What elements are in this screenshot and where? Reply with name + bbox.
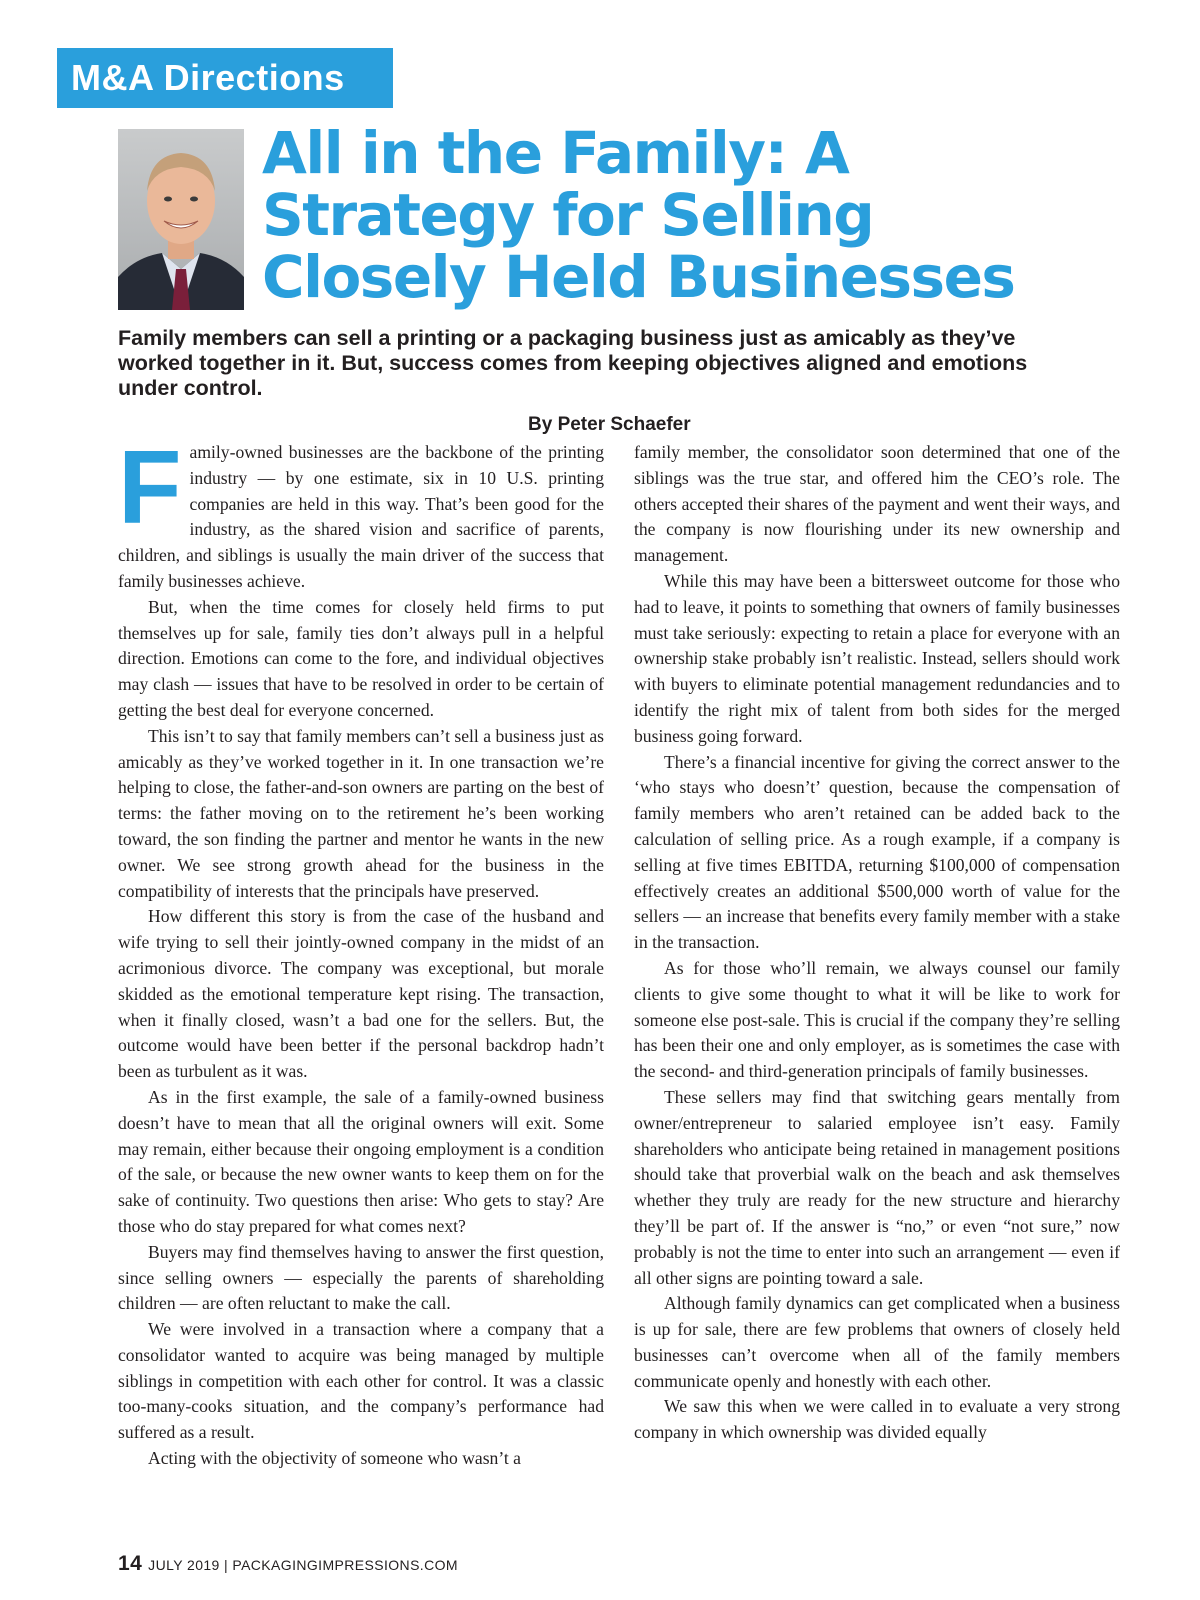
article-paragraph: These sellers may find that switching gears mentally from owner/entrepreneur to salaried employee isn’t easy. Family shareholders who anticipate being retained in management positions should take that proverbial walk on the beach and ask themselves whether they truly are ready for the new structure and hierarchy they’ll be part of. If the answer is “no,” or even “not sure,” now probably is not the time to enter into such an arrangement — even if all other signs are pointing toward a sale. [634, 1086, 1120, 1288]
article-paragraph: Acting with the objectivity of someone who wasn’t a [148, 1448, 521, 1469]
author-photo [118, 129, 244, 310]
article-paragraph: While this may have been a bittersweet outcome for those who had to leave, it points to something that owners of family businesses must take seriously: expecting to retain a place for everyone with an ownership stake probably isn’t realistic. Instead, sellers should work with buyers to eliminate potential management redundancies and to identify the right mix of talent from both sides for the merged business going forward. [634, 570, 1120, 746]
paragraph-text: amily-owned businesses are the backbone of the printing industry — by one estimate, six in 10 U.S. printing companies are held in this way. That’s been good for the industry, as the shared vision and sacrifice of parents, children, and siblings is usually the main driver of the success that family businesses achieve. [118, 442, 604, 591]
article-paragraph: As for those who’ll remain, we always counsel our family clients to give some thought to what it will be like to work for someone else post-sale. This is crucial if the company they’re selling has been their one and only employer, as is sometimes the case with the second- and third-generation principals of family businesses. [634, 957, 1120, 1082]
article-paragraph: We were involved in a transaction where a company that a consolidator wanted to acquire was being managed by multiple siblings in competition with each other for control. It was a classic too-many-cooks situation, and the company’s performance had suffered as a result. [118, 1319, 604, 1443]
article-paragraph: We saw this when we were called in to evaluate a very strong company in which ownership was divided equally [634, 1396, 1120, 1443]
page-number: 14 [118, 1552, 143, 1575]
article-paragraph: How different this story is from the case of the husband and wife trying to sell their jointly-owned company in the midst of an acrimonious divorce. The company was exceptional, but morale skidded as the emotional temperature kept rising. The transaction, when it finally closed, wasn’t a bad one for the sellers. But, the outcome would have been better if the personal backdrop hadn’t been as turbulent as it was. [118, 906, 604, 1082]
headline-line-1: All in the Family: A [262, 119, 849, 187]
deck: Family members can sell a printing or a packaging business just as amicably as they’ve worked together in it. But, success comes from keeping objectives aligned and emotions under control. [118, 326, 1028, 400]
article-paragraph: This isn’t to say that family members can’t sell a business just as amicably as they’ve worked together in it. In one transaction we’re helping to close, the father-and-son owners are parting on the best of terms: the father moving on to the retirement he’s been working toward, the son finding the partner and mentor he wants in the new owner. We see strong growth ahead for the business in the compatibility of interests that the principals have preserved. [118, 725, 604, 901]
headline-line-3: Closely Held Businesses [262, 243, 1015, 311]
article-paragraph: Although family dynamics can get complicated when a business is up for sale, there are few problems that owners of closely held businesses can’t overcome when all of the family members communicate openly and honestly with each other. [634, 1293, 1120, 1391]
article-paragraph [118, 430, 604, 595]
headline [262, 119, 1162, 311]
byline: By Peter Schaefer [528, 414, 691, 435]
article-paragraph: As in the first example, the sale of a family-owned business doesn’t have to mean that all the original owners will exit. Some may remain, either because their ongoing employment is a condition of the sale, or because the new owner wants to keep them on for the sake of continuity. Two questions then arise: Who gets to stay? Are those who do stay prepared for what comes next? [118, 1086, 604, 1236]
headline-line-2: Strategy for Selling [262, 181, 874, 249]
section-tag: M&A Directions [57, 48, 393, 108]
drop-cap: F [118, 430, 182, 546]
page-footer [118, 1552, 458, 1576]
article-paragraph: family member, the consolidator soon determined that one of the siblings was the true star, and offered him the CEO’s role. The others accepted their shares of the payment and went their ways, and the company is now flourishing under its new ownership and management. [634, 442, 1120, 566]
footer-text: JULY 2019 | PACKAGINGIMPRESSIONS.COM [148, 1557, 458, 1573]
article-paragraph: There’s a financial incentive for giving the correct answer to the ‘who stays who doesn’t’ question, because the compensation of family members who aren’t retained can be added back to the calculation of selling price. As a rough example, if a company is selling at five times EBITDA, returning $100,000 of compensation effectively creates an additional $500,000 worth of value for the sellers — an increase that benefits every family member with a stake in the transaction. [634, 751, 1120, 953]
article-column-right [634, 440, 1120, 1446]
article-paragraph: But, when the time comes for closely held firms to put themselves up for sale, family ties don’t always pull in a helpful direction. Emotions can come to the fore, and individual objectives may clash — issues that have to be resolved in order to be certain of getting the best deal for everyone concerned. [118, 596, 604, 720]
article-column-left [118, 430, 604, 1472]
article-paragraph: Buyers may find themselves having to answer the first question, since selling owners — especially the parents of shareholding children — are often reluctant to make the call. [118, 1241, 604, 1314]
